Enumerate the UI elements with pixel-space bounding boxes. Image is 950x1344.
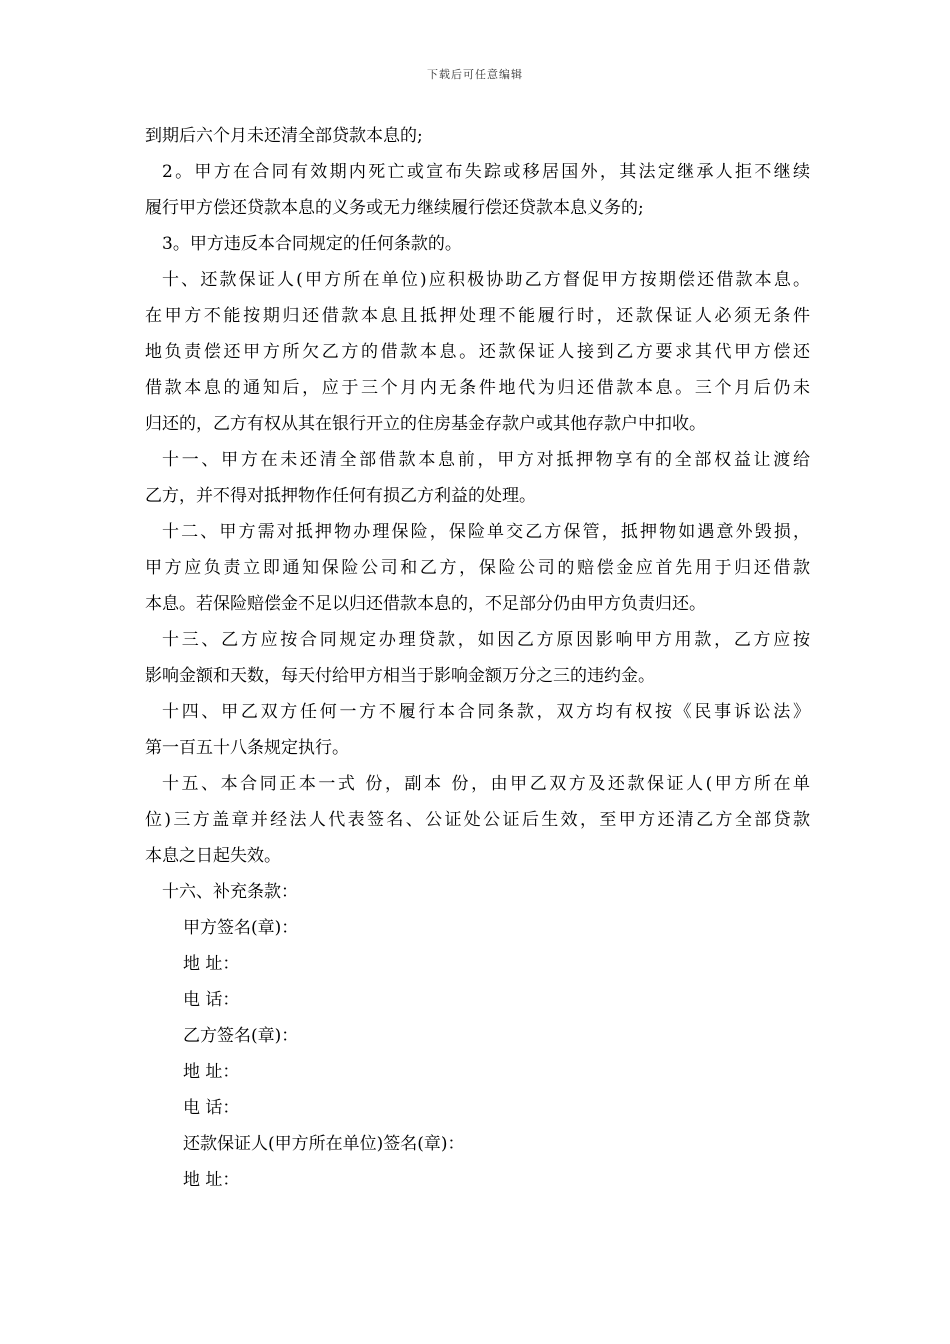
clause-12-line: 十二、甲方需对抵押物办理保险，保险单交乙方保管，抵押物如遇意外毁损， <box>162 522 810 542</box>
text-line: 到期后六个月未还清全部贷款本息的; <box>145 126 423 146</box>
text-line: 本息。若保险赔偿金不足以归还借款本息的，不足部分仍由甲方负责归还。 <box>145 594 706 614</box>
text-line: 地负责偿还甲方所欠乙方的借款本息。还款保证人接到乙方要求其代甲方偿还 <box>145 342 810 362</box>
clause-16-line: 十六、补充条款： <box>162 882 298 902</box>
page-header: 下载后可任意编辑 <box>427 68 523 81</box>
text-line: 在甲方不能按期归还借款本息且抵押处理不能履行时，还款保证人必须无条件 <box>145 306 810 326</box>
clause-2-line: 2。甲方在合同有效期内死亡或宣布失踪或移居国外，其法定继承人拒不继续 <box>162 162 810 182</box>
contract-body <box>145 118 810 1198</box>
text-line: 本息之日起失效。 <box>145 846 281 866</box>
clause-15-line: 十五、本合同正本一式 份，副本 份，由甲乙双方及还款保证人(甲方所在单 <box>162 774 810 794</box>
text-line: 乙方，并不得对抵押物作任何有损乙方利益的处理。 <box>145 486 536 506</box>
guarantor-address: 地 址： <box>183 1170 240 1190</box>
text-line: 位)三方盖章并经法人代表签名、公证处公证后生效，至甲方还清乙方全部贷款 <box>145 810 810 830</box>
party-b-signature: 乙方签名(章)： <box>183 1026 299 1046</box>
party-a-signature: 甲方签名(章)： <box>183 918 299 938</box>
party-b-address: 地 址： <box>183 1062 240 1082</box>
clause-13-line: 十三、乙方应按合同规定办理贷款，如因乙方原因影响甲方用款，乙方应按 <box>162 630 810 650</box>
party-b-phone: 电 话： <box>183 1098 240 1118</box>
party-a-address: 地 址： <box>183 954 240 974</box>
text-line: 借款本息的通知后，应于三个月内无条件地代为归还借款本息。三个月后仍未 <box>145 378 810 398</box>
text-line: 影响金额和天数，每天付给甲方相当于影响金额万分之三的违约金。 <box>145 666 655 686</box>
text-line: 第一百五十八条规定执行。 <box>145 738 349 758</box>
text-line: 归还的，乙方有权从其在银行开立的住房基金存款户或其他存款户中扣收。 <box>145 414 706 434</box>
text-line: 履行甲方偿还贷款本息的义务或无力继续履行偿还贷款本息义务的; <box>145 198 644 218</box>
guarantor-signature: 还款保证人(甲方所在单位)签名(章)： <box>183 1134 465 1154</box>
party-a-phone: 电 话： <box>183 990 240 1010</box>
clause-10-line: 十、还款保证人(甲方所在单位)应积极协助乙方督促甲方按期偿还借款本息。 <box>162 270 810 290</box>
clause-11-line: 十一、甲方在未还清全部借款本息前，甲方对抵押物享有的全部权益让渡给 <box>162 450 810 470</box>
clause-14-line: 十四、甲乙双方任何一方不履行本合同条款，双方均有权按《民事诉讼法》 <box>162 702 810 722</box>
clause-3-line: 3。甲方违反本合同规定的任何条款的。 <box>162 234 462 254</box>
text-line: 甲方应负责立即通知保险公司和乙方，保险公司的赔偿金应首先用于归还借款 <box>145 558 810 578</box>
